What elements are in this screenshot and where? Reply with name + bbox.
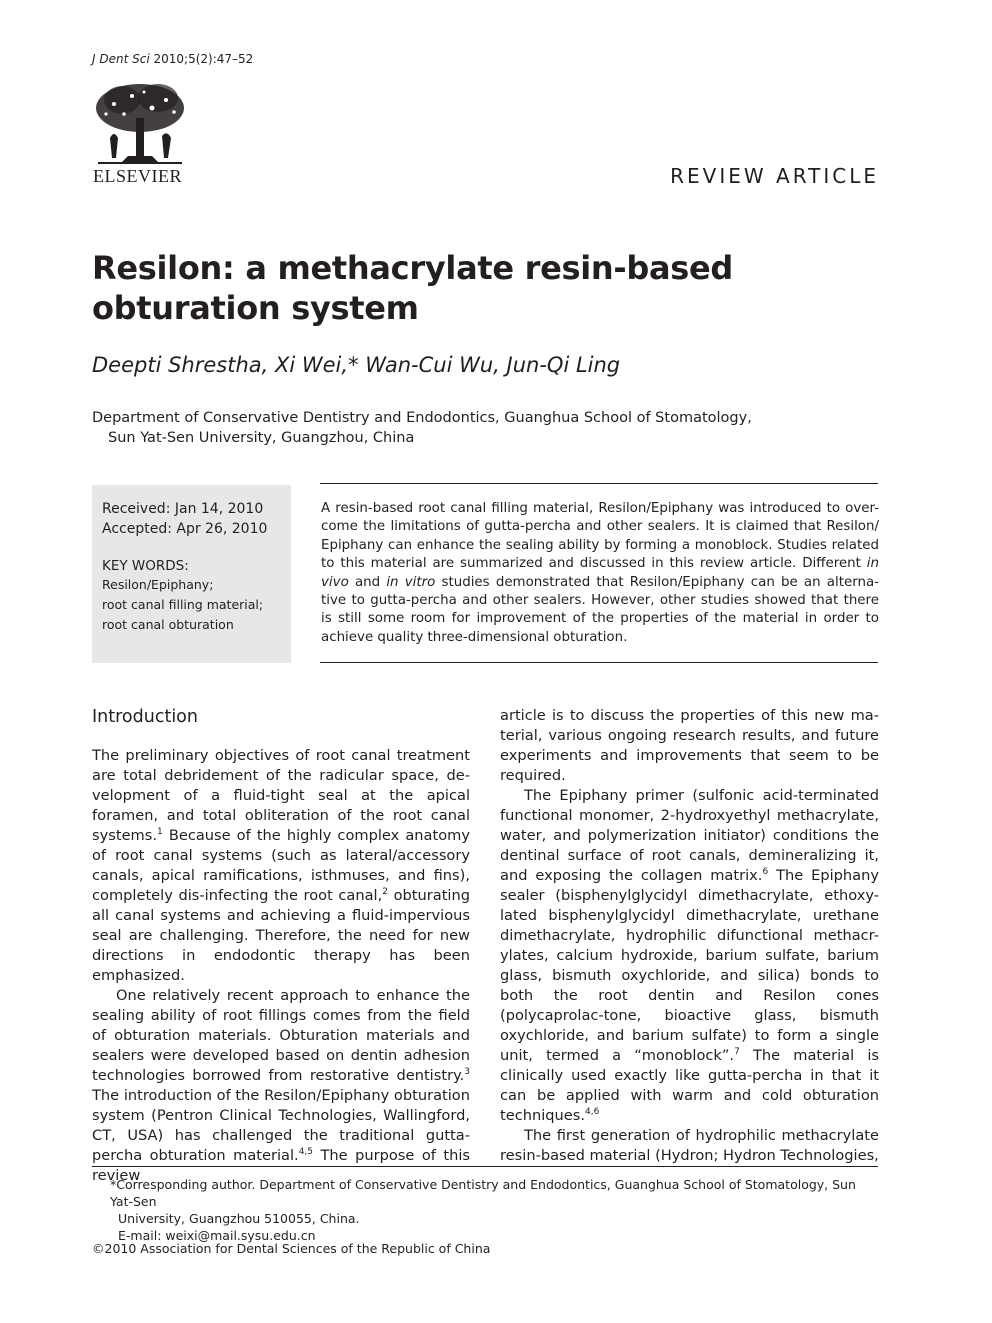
paragraph: The first generation of hydrophilic methacrylate resin-based material (Hydron; Hydron Technologies, — [500, 1127, 879, 1164]
journal-citation — [92, 52, 253, 66]
citation-ref: 7 — [734, 1047, 740, 1058]
keyword-item: root canal filling material; — [102, 597, 264, 612]
affiliation — [92, 408, 812, 448]
affiliation-line-2: Sun Yat-Sen University, Guangzhou, China — [108, 430, 415, 446]
abstract-italic-in-vitro: in vitro — [386, 574, 436, 590]
abstract — [321, 500, 879, 647]
author-list: Deepti Shrestha, Xi Wei,* Wan-Cui Wu, Jun-Qi Ling — [92, 353, 621, 377]
journal-volume-pages: 2010;5(2):47–52 — [153, 52, 254, 66]
keyword-item: Resilon/Epiphany; — [102, 577, 214, 592]
citation-ref: 4,5 — [298, 1147, 314, 1158]
article-title: Resilon: a methacrylate resin-based obturation system — [92, 249, 734, 327]
journal-name: J Dent Sci — [92, 52, 150, 66]
paragraph — [500, 786, 879, 1126]
paragraph-text: The Epiphany primer (sulfonic acid-terminated functional monomer, 2-hydroxyethyl methacrylate, water, and polymerization initiator) conditions the dentinal surface of root canals, demineralizing it, and exposing the collagen matrix. — [500, 787, 879, 884]
citation-ref: 4,6 — [585, 1107, 600, 1118]
citation-ref: 2 — [382, 887, 388, 898]
copyright-notice: ©2010 Association for Dental Sciences of the Republic of China — [92, 1241, 491, 1256]
keywords-heading: KEY WORDS: — [102, 558, 189, 574]
paragraph: article is to discuss the properties of this new ma-terial, various ongoing research results, and future experiments and improvements that seem to be required. — [500, 707, 879, 784]
elsevier-wordmark: ELSEVIER — [93, 166, 182, 186]
paragraph — [92, 746, 470, 986]
article-type-label: REVIEW ARTICLE — [670, 164, 879, 188]
footnote-line-2: University, Guangzhou 510055, China. — [118, 1211, 360, 1226]
paragraph-text: The preliminary objectives of root canal treatment are total debridement of the radicular space, de-velopment of a fluid-tight seal at the apical foramen, and total obliteration of the root canal systems. — [92, 747, 470, 844]
abstract-text-2: and — [348, 574, 387, 590]
paragraph-text: obturating all canal systems and achieving a fluid-impervious seal are challenging. Therefore, the need for new directions in endodontic therapy has been emphasized. — [92, 887, 470, 984]
abstract-text-1: A resin-based root canal filling material, Resilon/Epiphany was introduced to over-come the limitations of gutta-percha and other sealers. It is claimed that Resilon/ Epiphany can enhance the sealing ability by forming a monoblock. Studies related to this material are summarized and discussed in this review article. Different — [321, 501, 879, 572]
abstract-top-rule — [320, 483, 878, 484]
article-info-box — [92, 485, 291, 663]
paragraph-text: One relatively recent approach to enhance the sealing ability of root fillings comes from the field of obturation materials. Obturation materials and sealers were developed based on dentin adhesion technologies borrowed from restorative dentistry. — [92, 987, 470, 1084]
corresponding-author-footnote — [110, 1176, 880, 1244]
paragraph-text: The Epiphany sealer (bisphenylglycidyl dimethacrylate, ethoxy-lated bisphenylglycidyl dimethacrylate, urethane dimethacrylate, hydrophilic difunctional methacr-ylates, calcium hydroxide, barium sulfate, barium glass, bismuth oxychloride, and silica) bonds to both the root dentin and Resilon cones (polycaprolac-tone, bioactive glass, bismuth oxychloride, and barium sulfate) to form a single unit, termed a “monoblock”. — [500, 867, 879, 1064]
citation-ref: 1 — [157, 827, 163, 838]
paragraph-text: The purpose of this review — [92, 1147, 470, 1184]
body-column-left — [92, 706, 470, 1186]
abstract-italic-in-vivo: in vivo — [321, 556, 879, 590]
paragraph — [92, 986, 470, 1186]
footnote-line-1: *Corresponding author. Department of Conservative Dentistry and Endodontics, Guanghua School of Stomatology, Sun Yat-Sen — [110, 1177, 856, 1209]
citation-ref: 3 — [464, 1067, 470, 1078]
paragraph-text: The introduction of the Resilon/Epiphany obturation system (Pentron Clinical Technologies, Wallingford, CT, USA) has challenged the traditional gutta-percha obturation material. — [92, 1087, 470, 1164]
footnote-rule — [92, 1166, 878, 1167]
keyword-item: root canal obturation — [102, 617, 234, 632]
section-heading-introduction: Introduction — [92, 707, 198, 727]
footnote-email: E-mail: weixi@mail.sysu.edu.cn — [118, 1228, 316, 1243]
abstract-bottom-rule — [320, 662, 878, 663]
affiliation-line-1: Department of Conservative Dentistry and Endodontics, Guanghua School of Stomatology, — [92, 410, 752, 426]
abstract-text-3: studies demonstrated that Resilon/Epiphany can be an alterna-tive to gutta-percha and other sealers. However, other studies showed that there is still some room for improvement of the properties of the material in order to achieve quality three-dimensional obturation. — [321, 574, 879, 645]
accepted-date: Accepted: Apr 26, 2010 — [102, 521, 268, 537]
citation-ref: 6 — [762, 867, 769, 878]
received-date: Received: Jan 14, 2010 — [102, 501, 264, 517]
body-column-right — [500, 706, 879, 1166]
paragraph-text: The material is clinically used exactly like gutta-percha in that it can be applied with warm and cold obturation techniques. — [500, 1047, 879, 1124]
paragraph-text: Because of the highly complex anatomy of root canal systems (such as lateral/accessory canals, apical ramifications, isthmuses, and fins), completely dis-infecting the root canal, — [92, 827, 470, 904]
